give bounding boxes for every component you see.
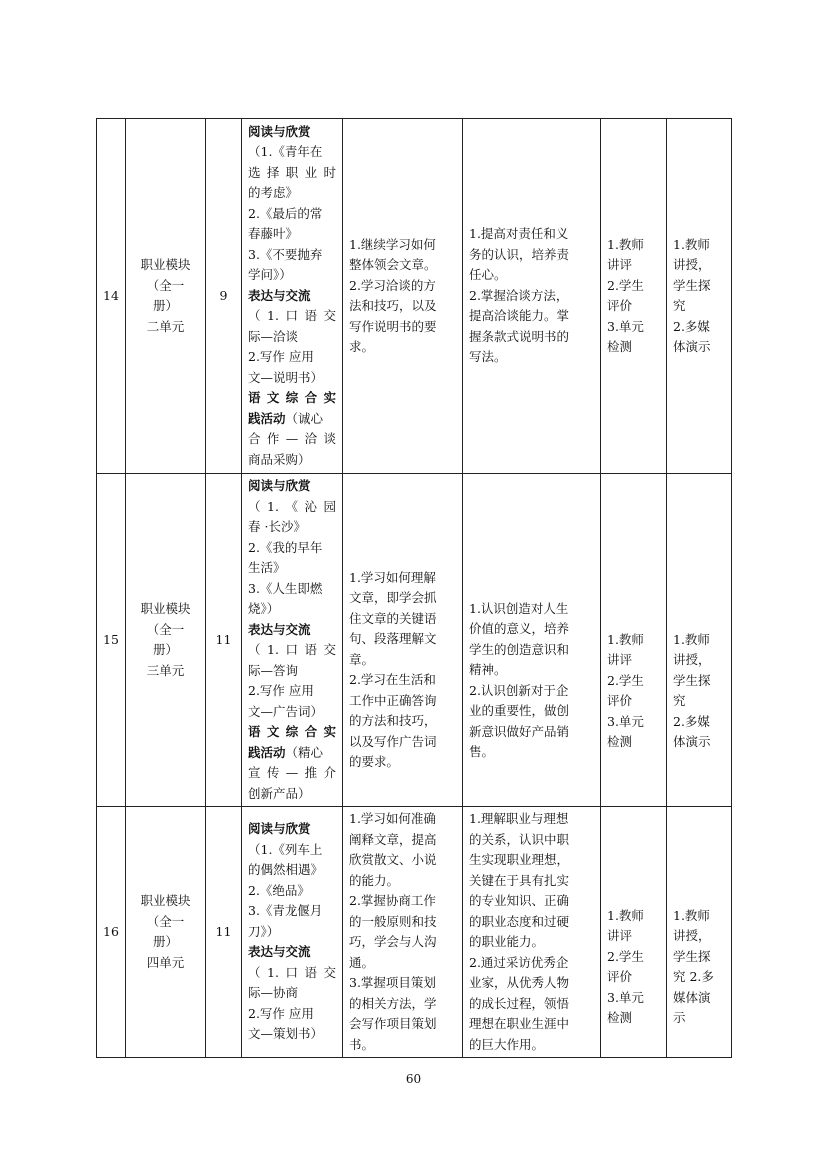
objective-line: 住文章的关键语 bbox=[349, 610, 437, 626]
content-line: 2.写作 应用 bbox=[248, 349, 314, 365]
method-line: 2.多媒 bbox=[673, 713, 710, 729]
objective-line: 巧，学会与人沟 bbox=[349, 934, 437, 949]
content-line: 表达与交流 bbox=[248, 287, 311, 303]
content-line: 宣传—推介 bbox=[248, 765, 336, 780]
goal-line: 关键在于具有扎实 bbox=[469, 872, 570, 888]
objective-line: 法和技巧，以及 bbox=[349, 298, 437, 313]
content-line: 表达与交流 bbox=[248, 944, 311, 960]
objective-line: 以及写作广告词 bbox=[349, 733, 437, 749]
unit-name bbox=[126, 119, 206, 474]
objective-line: 的一般原则和技 bbox=[349, 913, 437, 929]
learning-objectives bbox=[343, 474, 463, 807]
teaching-content bbox=[242, 474, 343, 807]
evaluation-methods bbox=[601, 474, 667, 807]
objective-line: 会写作项目策划 bbox=[349, 1016, 437, 1031]
content-line: 2.《我的早年 bbox=[248, 539, 323, 555]
evaluation-line: 评价 bbox=[607, 969, 633, 984]
evaluation-line: 2.学生 bbox=[607, 948, 644, 964]
lesson-number: 15 bbox=[97, 474, 126, 807]
content-line: （1.《沁园 bbox=[248, 498, 336, 514]
objective-line: 文章，即学会抓 bbox=[349, 590, 437, 605]
evaluation-line: 评价 bbox=[607, 693, 633, 708]
content-line: （1.口语交 bbox=[248, 642, 336, 657]
unit-line: （全一 bbox=[146, 621, 185, 637]
goal-line: 的巨大作用。 bbox=[469, 1036, 545, 1052]
evaluation-line: 1.教师 bbox=[607, 236, 644, 252]
table-body bbox=[97, 119, 732, 1058]
unit-line: 二单元 bbox=[146, 318, 185, 334]
evaluation-methods bbox=[601, 119, 667, 474]
table-row bbox=[97, 119, 732, 474]
objective-line: 整体领会文章。 bbox=[349, 257, 437, 272]
objective-line: 章。 bbox=[349, 651, 375, 667]
evaluation-line: 讲评 bbox=[607, 928, 633, 943]
table-row bbox=[97, 474, 732, 807]
content-line: 践活动（精心 bbox=[248, 744, 324, 760]
content-line: 际—答询 bbox=[248, 662, 299, 678]
goal-line: 2.掌握洽谈方法， bbox=[469, 287, 569, 303]
method-line: 2.多媒 bbox=[673, 318, 710, 334]
objective-line: 书。 bbox=[349, 1036, 375, 1052]
content-line: 的偶然相遇》 bbox=[248, 862, 324, 878]
goal-line: 业家，从优秀人物 bbox=[469, 975, 570, 990]
goal-line: 1.提高对责任和义 bbox=[469, 226, 569, 242]
evaluation-line: 2.学生 bbox=[607, 672, 644, 688]
content-line: 合作—洽谈 bbox=[248, 431, 336, 447]
method-line: 媒体演 bbox=[673, 989, 711, 1005]
content-line: 春 ·长沙》 bbox=[248, 519, 306, 534]
goal-line: 握条款式说明书的 bbox=[469, 328, 570, 344]
objective-line: 欣赏散文、小说 bbox=[349, 852, 437, 867]
moral-goals bbox=[463, 119, 601, 474]
goal-line: 新意识做好产品销 bbox=[469, 723, 570, 739]
content-line: 2.《绝品》 bbox=[248, 882, 310, 898]
method-line: 1.教师 bbox=[673, 236, 710, 252]
goal-line: 学生的创造意识和 bbox=[469, 641, 570, 657]
content-line: 3.《青龙偃月 bbox=[248, 903, 323, 919]
content-line: 刀》） bbox=[248, 923, 280, 939]
content-line: （1.口语交 bbox=[248, 964, 336, 980]
objective-line: 1.学习如何理解 bbox=[349, 569, 436, 585]
content-line: 2.写作 应用 bbox=[248, 1005, 314, 1021]
goal-line: 理想在职业生涯中 bbox=[469, 1016, 570, 1031]
objective-line: 1.学习如何准确 bbox=[349, 811, 436, 826]
objective-line: 求。 bbox=[349, 339, 375, 354]
evaluation-line: 3.单元 bbox=[607, 713, 644, 729]
teaching-content bbox=[242, 119, 343, 474]
unit-line: 三单元 bbox=[146, 662, 185, 678]
evaluation-line: 检测 bbox=[607, 1010, 633, 1025]
unit-name bbox=[126, 807, 206, 1058]
content-line: 阅读与欣赏 bbox=[248, 821, 311, 837]
evaluation-line: 3.单元 bbox=[607, 989, 644, 1005]
goal-line: 的关系，认识中职 bbox=[469, 831, 570, 847]
content-line: 选择职业时 bbox=[248, 164, 336, 180]
method-line: 学生探 bbox=[673, 672, 711, 688]
evaluation-line: 3.单元 bbox=[607, 318, 644, 334]
content-line: 3.《不要抛弃 bbox=[248, 246, 323, 262]
content-line: 春藤叶》 bbox=[248, 226, 299, 242]
content-line: 学问》） bbox=[248, 267, 292, 283]
content-line: 文—说明书） bbox=[248, 369, 324, 385]
objective-line: 句、段落理解文 bbox=[349, 631, 437, 646]
content-line: 阅读与欣赏 bbox=[248, 478, 311, 493]
unit-name bbox=[126, 474, 206, 807]
content-line: 烧》） bbox=[248, 601, 280, 616]
objective-line: 的能力。 bbox=[349, 872, 400, 888]
objective-line: 的方法和技巧， bbox=[349, 713, 437, 728]
content-line: 生活》 bbox=[248, 560, 286, 575]
unit-line: （全一 bbox=[146, 913, 185, 929]
content-line: 2.写作 应用 bbox=[248, 683, 314, 698]
goal-line: 的专业知识、正确 bbox=[469, 893, 570, 908]
method-line: 体演示 bbox=[673, 339, 711, 354]
objective-line: 的要求。 bbox=[349, 754, 400, 769]
goal-line: 精神。 bbox=[469, 662, 507, 677]
goal-line: 售。 bbox=[469, 744, 495, 759]
objective-line: 写作说明书的要 bbox=[349, 318, 437, 334]
method-line: 1.教师 bbox=[673, 907, 710, 923]
teaching-content bbox=[242, 807, 343, 1058]
goal-line: 的职业态度和过硬 bbox=[469, 913, 570, 929]
objective-line: 通。 bbox=[349, 954, 375, 970]
evaluation-line: 讲评 bbox=[607, 652, 633, 667]
goal-line: 的职业能力。 bbox=[469, 934, 545, 949]
content-line: 践活动（诚心 bbox=[248, 410, 324, 426]
goal-line: 的成长过程，领悟 bbox=[469, 995, 570, 1011]
content-line: 创新产品） bbox=[248, 785, 311, 801]
objective-line: 2.掌握协商工作 bbox=[349, 893, 436, 908]
class-hours: 11 bbox=[206, 807, 242, 1058]
method-line: 究 bbox=[673, 298, 686, 313]
method-line: 体演示 bbox=[673, 734, 711, 749]
evaluation-line: 检测 bbox=[607, 734, 633, 749]
method-line: 学生探 bbox=[673, 277, 711, 293]
content-line: （1.口语交 bbox=[248, 308, 336, 324]
goal-line: 1.理解职业与理想 bbox=[469, 811, 569, 826]
method-line: 讲授， bbox=[673, 652, 711, 667]
method-line: 1.教师 bbox=[673, 631, 710, 647]
method-line: 究 bbox=[673, 693, 686, 708]
goal-line: 2.认识创新对于企 bbox=[469, 682, 569, 698]
unit-line: （全一 bbox=[146, 277, 185, 293]
content-line: （1.《列车上 bbox=[248, 841, 323, 857]
lesson-number: 16 bbox=[97, 807, 126, 1058]
content-line: 际—协商 bbox=[248, 985, 299, 1001]
objective-line: 工作中正确答询 bbox=[349, 692, 437, 708]
objective-line: 3.掌握项目策划 bbox=[349, 975, 436, 990]
goal-line: 生实现职业理想， bbox=[469, 852, 570, 867]
content-line: 阅读与欣赏 bbox=[248, 123, 311, 139]
evaluation-line: 2.学生 bbox=[607, 277, 644, 293]
objective-line: 的相关方法，学 bbox=[349, 995, 437, 1011]
unit-line: 册） bbox=[152, 934, 178, 949]
unit-line: 职业模块 bbox=[140, 601, 191, 616]
evaluation-line: 评价 bbox=[607, 298, 633, 313]
objective-line: 阐释文章，提高 bbox=[349, 831, 437, 847]
class-hours: 9 bbox=[206, 119, 242, 474]
content-line: 3.《人生即燃 bbox=[248, 580, 323, 596]
goal-line: 任心。 bbox=[469, 267, 507, 283]
content-line: 文—广告词） bbox=[248, 703, 324, 719]
teaching-methods bbox=[667, 474, 732, 807]
content-line: 语文综合实 bbox=[248, 390, 336, 406]
content-line: 表达与交流 bbox=[248, 621, 311, 637]
learning-objectives bbox=[343, 807, 463, 1058]
goal-line: 1.认识创造对人生 bbox=[469, 600, 569, 616]
unit-line: 四单元 bbox=[146, 954, 185, 970]
content-line: 际—洽谈 bbox=[248, 328, 299, 344]
unit-line: 职业模块 bbox=[140, 257, 191, 272]
objective-line: 2.学习在生活和 bbox=[349, 672, 436, 687]
evaluation-line: 检测 bbox=[607, 339, 633, 354]
teaching-methods bbox=[667, 807, 732, 1058]
method-line: 究 2.多 bbox=[673, 969, 714, 984]
method-line: 讲授， bbox=[673, 257, 711, 272]
content-line: 商品采购） bbox=[248, 451, 311, 467]
evaluation-line: 1.教师 bbox=[607, 907, 644, 923]
class-hours: 11 bbox=[206, 474, 242, 807]
lesson-number: 14 bbox=[97, 119, 126, 474]
goal-line: 2.通过采访优秀企 bbox=[469, 954, 569, 970]
goal-line: 提高洽谈能力。掌 bbox=[469, 308, 570, 324]
objective-line: 1.继续学习如何 bbox=[349, 236, 436, 252]
learning-objectives bbox=[343, 119, 463, 474]
unit-line: 册） bbox=[152, 298, 178, 313]
evaluation-line: 1.教师 bbox=[607, 631, 644, 647]
moral-goals bbox=[463, 474, 601, 807]
unit-line: 册） bbox=[152, 642, 178, 657]
unit-line: 职业模块 bbox=[140, 893, 191, 908]
content-line: 2.《最后的常 bbox=[248, 205, 323, 221]
objective-line: 2.学习洽谈的方 bbox=[349, 277, 436, 293]
evaluation-methods bbox=[601, 807, 667, 1058]
method-line: 讲授， bbox=[673, 928, 711, 943]
moral-goals bbox=[463, 807, 601, 1058]
content-line: （1.《青年在 bbox=[248, 144, 323, 160]
teaching-methods bbox=[667, 119, 732, 474]
goal-line: 价值的意义，培养 bbox=[469, 621, 570, 636]
evaluation-line: 讲评 bbox=[607, 257, 633, 272]
page-number: 60 bbox=[405, 1072, 422, 1086]
content-line: 的考虑》 bbox=[248, 185, 299, 201]
content-line: 语文综合实 bbox=[248, 724, 336, 739]
table-row bbox=[97, 807, 732, 1058]
content-line: 文—策划书） bbox=[248, 1026, 324, 1042]
goal-line: 业的重要性，做创 bbox=[469, 703, 570, 718]
method-line: 示 bbox=[673, 1010, 686, 1025]
goal-line: 务的认识，培养责 bbox=[469, 246, 570, 262]
goal-line: 写法。 bbox=[469, 349, 507, 365]
method-line: 学生探 bbox=[673, 948, 711, 964]
curriculum-table bbox=[96, 118, 732, 1058]
